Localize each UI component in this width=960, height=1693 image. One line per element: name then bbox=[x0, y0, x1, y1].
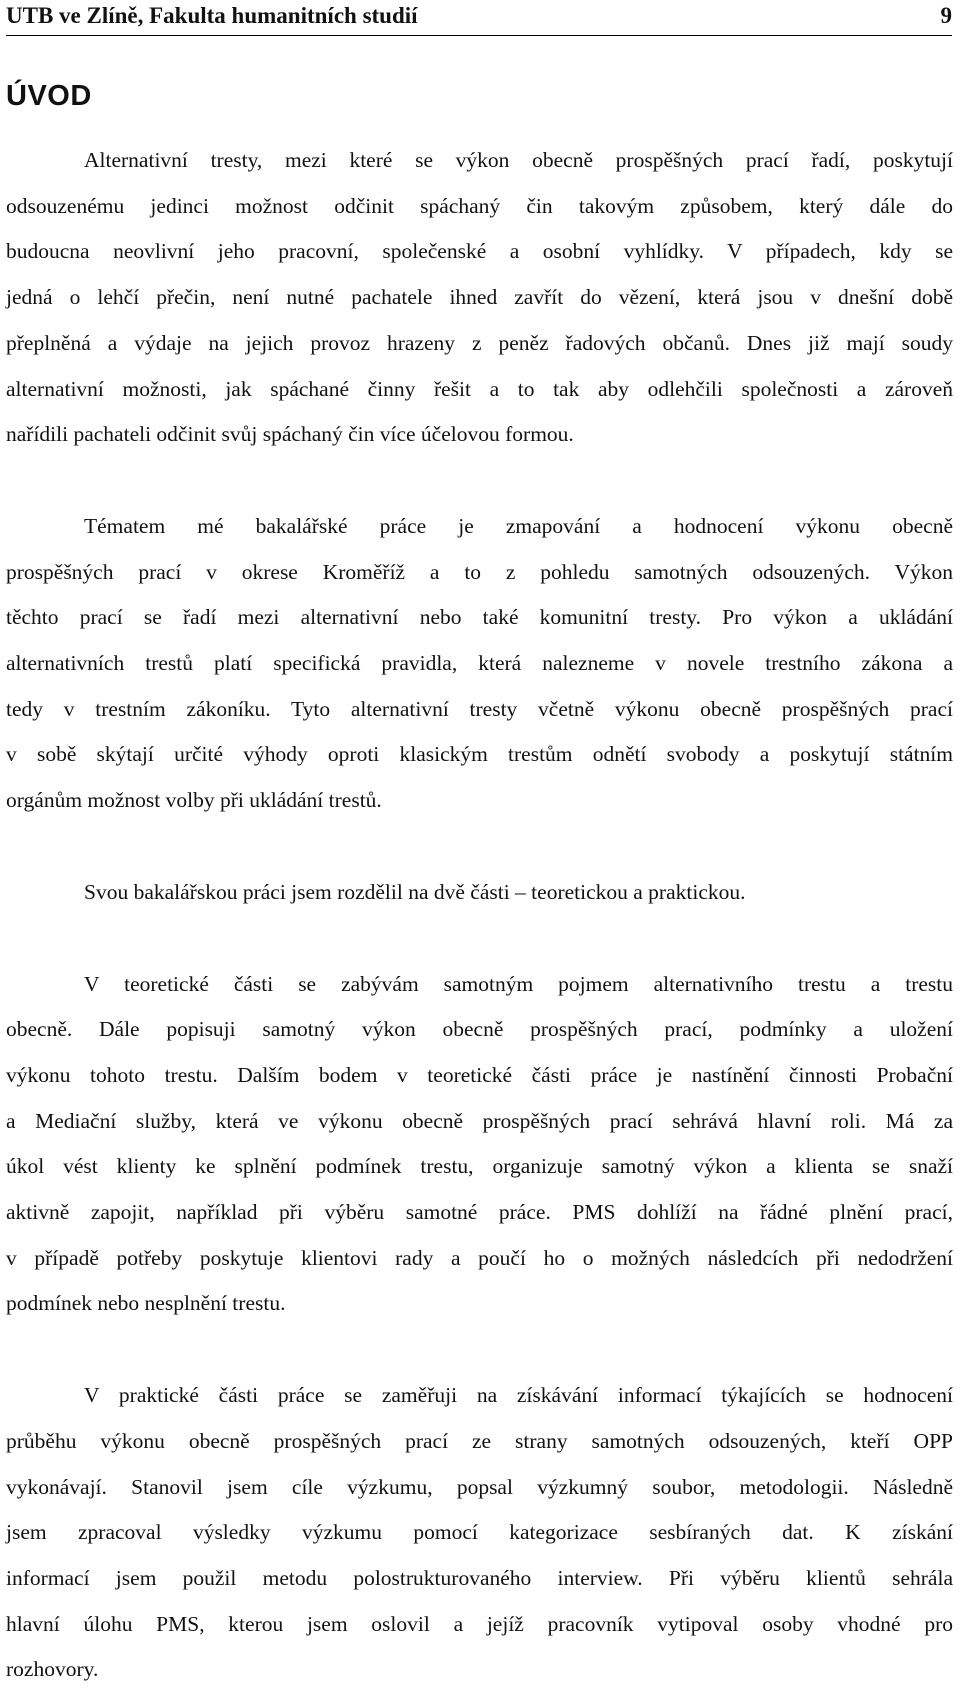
header-title: UTB ve Zlíně, Fakulta humanitních studií bbox=[6, 3, 418, 28]
text-line: Alternativní tresty, mezi které se výkon obecně prospěšných prací řadí, poskytují bbox=[84, 148, 953, 172]
text-line: a Mediační služby, která ve výkonu obecně prospěšných prací sehrává hlavní roli. Má za bbox=[6, 1108, 953, 1133]
text-line: průběhu výkonu obecně prospěšných prací ze strany samotných odsouzených, kteří OPP bbox=[6, 1428, 953, 1453]
paragraph-gap bbox=[6, 1327, 953, 1373]
text-line: vykonávají. Stanovil jsem cíle výzkumu, popsal výzkumný soubor, metodologii. Následně bbox=[6, 1474, 953, 1499]
page-header bbox=[6, 0, 952, 36]
paragraph bbox=[6, 870, 953, 916]
text-line: tedy v trestním zákoníku. Tyto alternativní tresty včetně výkonu obecně prospěšných prací bbox=[6, 696, 953, 721]
text-line: hlavní úlohu PMS, kterou jsem oslovil a jejíž pracovník vytipoval osoby vhodné pro bbox=[6, 1611, 953, 1636]
text-line: odsouzenému jedinci možnost odčinit spáchaný čin takovým způsobem, který dále do bbox=[6, 193, 953, 218]
text-line: V teoretické části se zabývám samotným pojmem alternativního trestu a trestu bbox=[84, 971, 953, 996]
text-line: těchto prací se řadí mezi alternativní nebo také komunitní tresty. Pro výkon a ukládání bbox=[6, 605, 953, 630]
paragraph bbox=[6, 1373, 953, 1693]
text-line: alternativní možnosti, jak spáchané činny řešit a to tak aby odlehčili společnosti a zároveň bbox=[6, 376, 953, 401]
text-line: prospěšných prací v okrese Kroměříž a to z pohledu samotných odsouzených. Výkon bbox=[6, 559, 953, 584]
chapter-title: ÚVOD bbox=[6, 80, 92, 112]
paragraph-gap bbox=[6, 458, 953, 504]
text-line: orgánům možnost volby při ukládání trestů. bbox=[6, 788, 382, 813]
paragraph-gap bbox=[6, 824, 953, 870]
paragraph-gap bbox=[6, 916, 953, 962]
text-line: Tématem mé bakalářské práce je zmapování a hodnocení výkonu obecně bbox=[84, 513, 953, 538]
page-number: 9 bbox=[940, 3, 952, 28]
text-line: informací jsem použil metodu polostrukturovaného interview. Při výběru klientů sehrála bbox=[6, 1565, 953, 1590]
text-line: úkol vést klienty ke splnění podmínek trestu, organizuje samotný výkon a klienta se snaží bbox=[6, 1154, 953, 1179]
text-line: přeplněná a výdaje na jejich provoz hrazeny z peněz řadových občanů. Dnes již mají soudy bbox=[6, 330, 953, 355]
paragraph bbox=[6, 504, 953, 824]
text-line: v sobě skýtají určité výhody oproti klasickým trestům odnětí svobody a poskytují státním bbox=[6, 742, 953, 767]
text-line: rozhovory. bbox=[6, 1657, 99, 1682]
text-line: aktivně zapojit, například při výběru samotné práce. PMS dohlíží na řádné plnění prací, bbox=[6, 1200, 953, 1225]
text-line: alternativních trestů platí specifická pravidla, která nalezneme v novele trestního zákona a bbox=[6, 651, 953, 676]
paragraph bbox=[6, 962, 953, 1328]
text-line: V praktické části práce se zaměřuji na získávání informací týkajících se hodnocení bbox=[84, 1383, 953, 1408]
text-line: v případě potřeby poskytuje klientovi rady a poučí ho o možných následcích při nedodržení bbox=[6, 1245, 953, 1270]
text-line: budoucna neovlivní jeho pracovní, společenské a osobní vyhlídky. V případech, kdy se bbox=[6, 239, 953, 264]
paragraph bbox=[6, 138, 953, 458]
text-line: jsem zpracoval výsledky výzkumu pomocí kategorizace sesbíraných dat. K získání bbox=[6, 1520, 953, 1545]
text-line: nařídili pachateli odčinit svůj spáchaný čin více účelovou formou. bbox=[6, 422, 574, 447]
text-line: podmínek nebo nesplnění trestu. bbox=[6, 1291, 286, 1316]
text-line: Svou bakalářskou práci jsem rozdělil na dvě části – teoretickou a praktickou. bbox=[84, 879, 746, 904]
body-text bbox=[6, 138, 953, 1693]
text-line: jedná o lehčí přečin, není nutné pachatele ihned zavřít do vězení, která jsou v dnešní době bbox=[6, 285, 953, 310]
text-line: výkonu tohoto trestu. Dalším bodem v teoretické části práce je nastínění činnosti Probační bbox=[6, 1062, 953, 1087]
text-line: obecně. Dále popisuji samotný výkon obecně prospěšných prací, podmínky a uložení bbox=[6, 1017, 953, 1042]
